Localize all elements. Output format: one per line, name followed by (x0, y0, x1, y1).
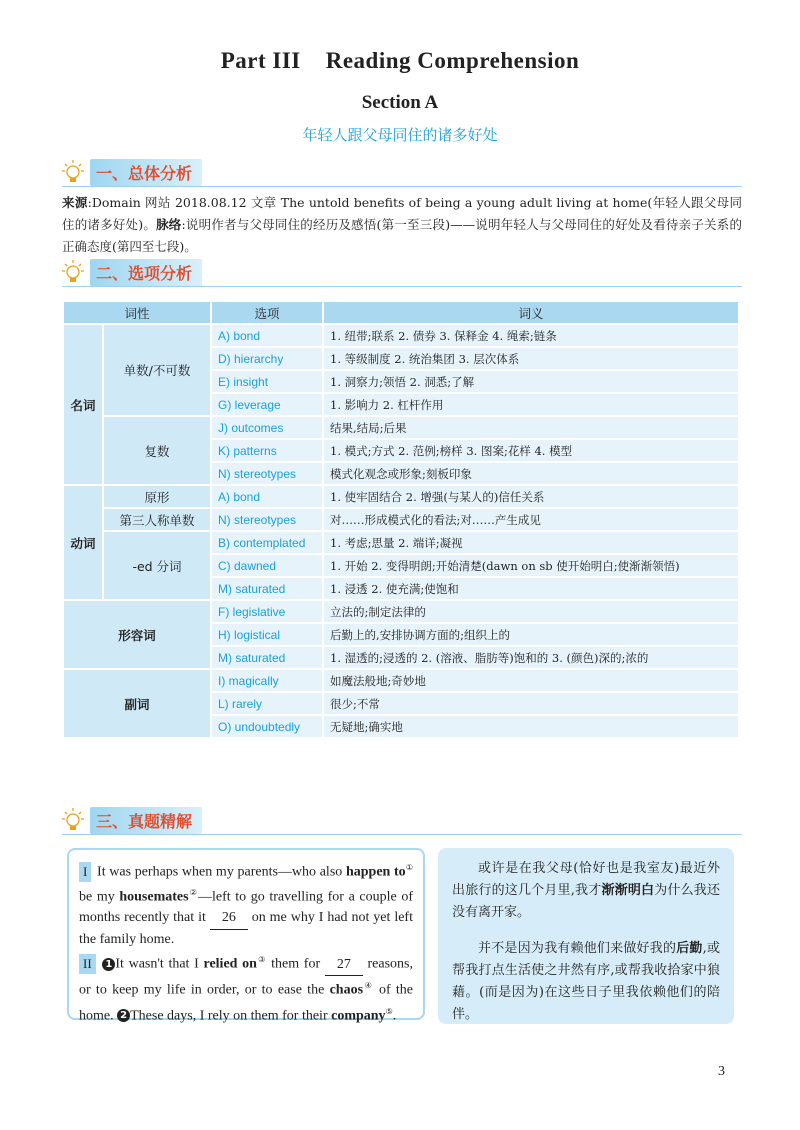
meaning-cell: 如魔法般地;奇妙地 (324, 670, 738, 691)
passage-box (67, 848, 425, 1024)
blank-27[interactable]: 27 (325, 955, 363, 977)
pos-cell: 形容词 (64, 601, 210, 668)
meaning-cell: 1. 纽带;联系 2. 债券 3. 保释金 4. 绳索;链条 (324, 325, 738, 346)
source-label: 来源 (62, 195, 88, 210)
option-cell: A) bond (212, 486, 322, 507)
option-cell: E) insight (212, 371, 322, 392)
option-cell: K) patterns (212, 440, 322, 461)
part-title: Part III Reading Comprehension (220, 48, 580, 73)
form-cell: 第三人称单数 (104, 509, 210, 530)
section-heading-overall: 一、总体分析 (62, 158, 202, 186)
meaning-cell: 1. 考虑;思量 2. 端详;凝视 (324, 532, 738, 553)
meaning-cell: 1. 模式;方式 2. 范例;榜样 3. 图案;花样 4. 模型 (324, 440, 738, 461)
option-cell: I) magically (212, 670, 322, 691)
passage-paragraph-1: I It was perhaps when my parents—who also happen to① be my housemates②—left to go travelling for a couple of months recently that it 26 on me why I had not yet left the family home. (79, 863, 414, 947)
pos-cell: 副词 (64, 670, 210, 737)
page-number: 3 (718, 1064, 725, 1079)
header-meaning: 词义 (324, 302, 738, 323)
passage-paragraph-2: II 1 It wasn't that I relied on③ them for 27 reasons, or to keep my life in order, or to ease the chaos④ of the home. 2 These days, I rely on them for their company⑤. (79, 955, 414, 1024)
option-cell: A) bond (212, 325, 322, 346)
option-cell: L) rarely (212, 693, 322, 714)
meaning-cell: 1. 等级制度 2. 统治集团 3. 层次体系 (324, 348, 738, 369)
meaning-cell: 很少;不常 (324, 693, 738, 714)
option-cell: N) stereotypes (212, 509, 322, 530)
option-cell: B) contemplated (212, 532, 322, 553)
section-heading-explanation: 三、真题精解 (62, 806, 202, 834)
meaning-cell: 1. 浸透 2. 使充满;使饱和 (324, 578, 738, 599)
overall-analysis-text: 来源:Domain 网站 2018.08.12 文章 The untold benefits of being a young adult living at home(年轻人跟父母同住的诸多好处)。脉络:说明作者与父母同住的经历及感悟(第一至三段)——说明年轻人与父母同住的好处及看待亲子关系的正确态度(第四至七段)。 (62, 195, 742, 254)
pos-cell: 动词 (64, 486, 102, 599)
table-row (64, 532, 738, 553)
lightbulb-icon (62, 807, 84, 833)
table-row (64, 509, 738, 530)
lightbulb-icon (62, 159, 84, 185)
form-cell: 原形 (104, 486, 210, 507)
section-title: Section A (361, 92, 439, 113)
option-cell: G) leverage (212, 394, 322, 415)
divider (62, 286, 742, 287)
option-cell: M) saturated (212, 578, 322, 599)
section-heading-options: 二、选项分析 (62, 258, 202, 286)
table-row (64, 601, 738, 622)
pos-cell: 名词 (64, 325, 102, 484)
table-row (64, 417, 738, 438)
context-label: 脉络 (156, 217, 182, 232)
option-cell: J) outcomes (212, 417, 322, 438)
option-cell: N) stereotypes (212, 463, 322, 484)
table-header-row (64, 302, 738, 323)
divider (62, 186, 742, 187)
option-cell: M) saturated (212, 647, 322, 668)
meaning-cell: 结果,结局;后果 (324, 417, 738, 438)
blank-26[interactable]: 26 (210, 908, 248, 930)
option-cell: C) dawned (212, 555, 322, 576)
article-title: 年轻人跟父母同住的诸多好处 (302, 126, 498, 144)
table-row (64, 670, 738, 691)
meaning-cell: 1. 洞察力;领悟 2. 洞悉;了解 (324, 371, 738, 392)
meaning-cell: 1. 使牢固结合 2. 增强(与某人的)信任关系 (324, 486, 738, 507)
meaning-cell: 对……形成模式化的看法;对……产生成见 (324, 509, 738, 530)
form-cell: 单数/不可数 (104, 325, 210, 415)
meaning-cell: 无疑地;确实地 (324, 716, 738, 737)
meaning-cell: 后勤上的,安排协调方面的;组织上的 (324, 624, 738, 645)
sentence-marker-1: 1 (102, 958, 115, 971)
option-cell: F) legislative (212, 601, 322, 622)
meaning-cell: 模式化观念或形象;刻板印象 (324, 463, 738, 484)
option-cell: D) hierarchy (212, 348, 322, 369)
vocabulary-table (62, 300, 740, 739)
header-pos: 词性 (64, 302, 210, 323)
form-cell: -ed 分词 (104, 532, 210, 599)
meaning-cell: 1. 湿透的;浸透的 2. (溶液、脂肪等)饱和的 3. (颜色)深的;浓的 (324, 647, 738, 668)
sentence-marker-2: 2 (117, 1009, 130, 1022)
divider (62, 834, 742, 835)
table-row (64, 325, 738, 346)
meaning-cell: 1. 开始 2. 变得明朗;开始清楚(dawn on sb 使开始明白;使渐渐领悟) (324, 555, 738, 576)
translation-box (438, 848, 734, 1024)
translation-paragraph-1: 或许是在我父母(恰好也是我室友)最近外出旅行的这几个月里,我才渐渐明白为什么我还没有离开家。 (452, 861, 720, 920)
meaning-cell: 1. 影响力 2. 杠杆作用 (324, 394, 738, 415)
option-cell: O) undoubtedly (212, 716, 322, 737)
form-cell: 复数 (104, 417, 210, 484)
translation-paragraph-2: 并不是因为我有赖他们来做好我的后勤,或帮我打点生活使之井然有序,或帮我收拾家中狼藉。(而是因为)在这些日子里我依赖他们的陪伴。 (452, 941, 720, 1022)
header-option: 选项 (212, 302, 322, 323)
meaning-cell: 立法的;制定法律的 (324, 601, 738, 622)
lightbulb-icon (62, 259, 84, 285)
table-row (64, 486, 738, 507)
option-cell: H) logistical (212, 624, 322, 645)
